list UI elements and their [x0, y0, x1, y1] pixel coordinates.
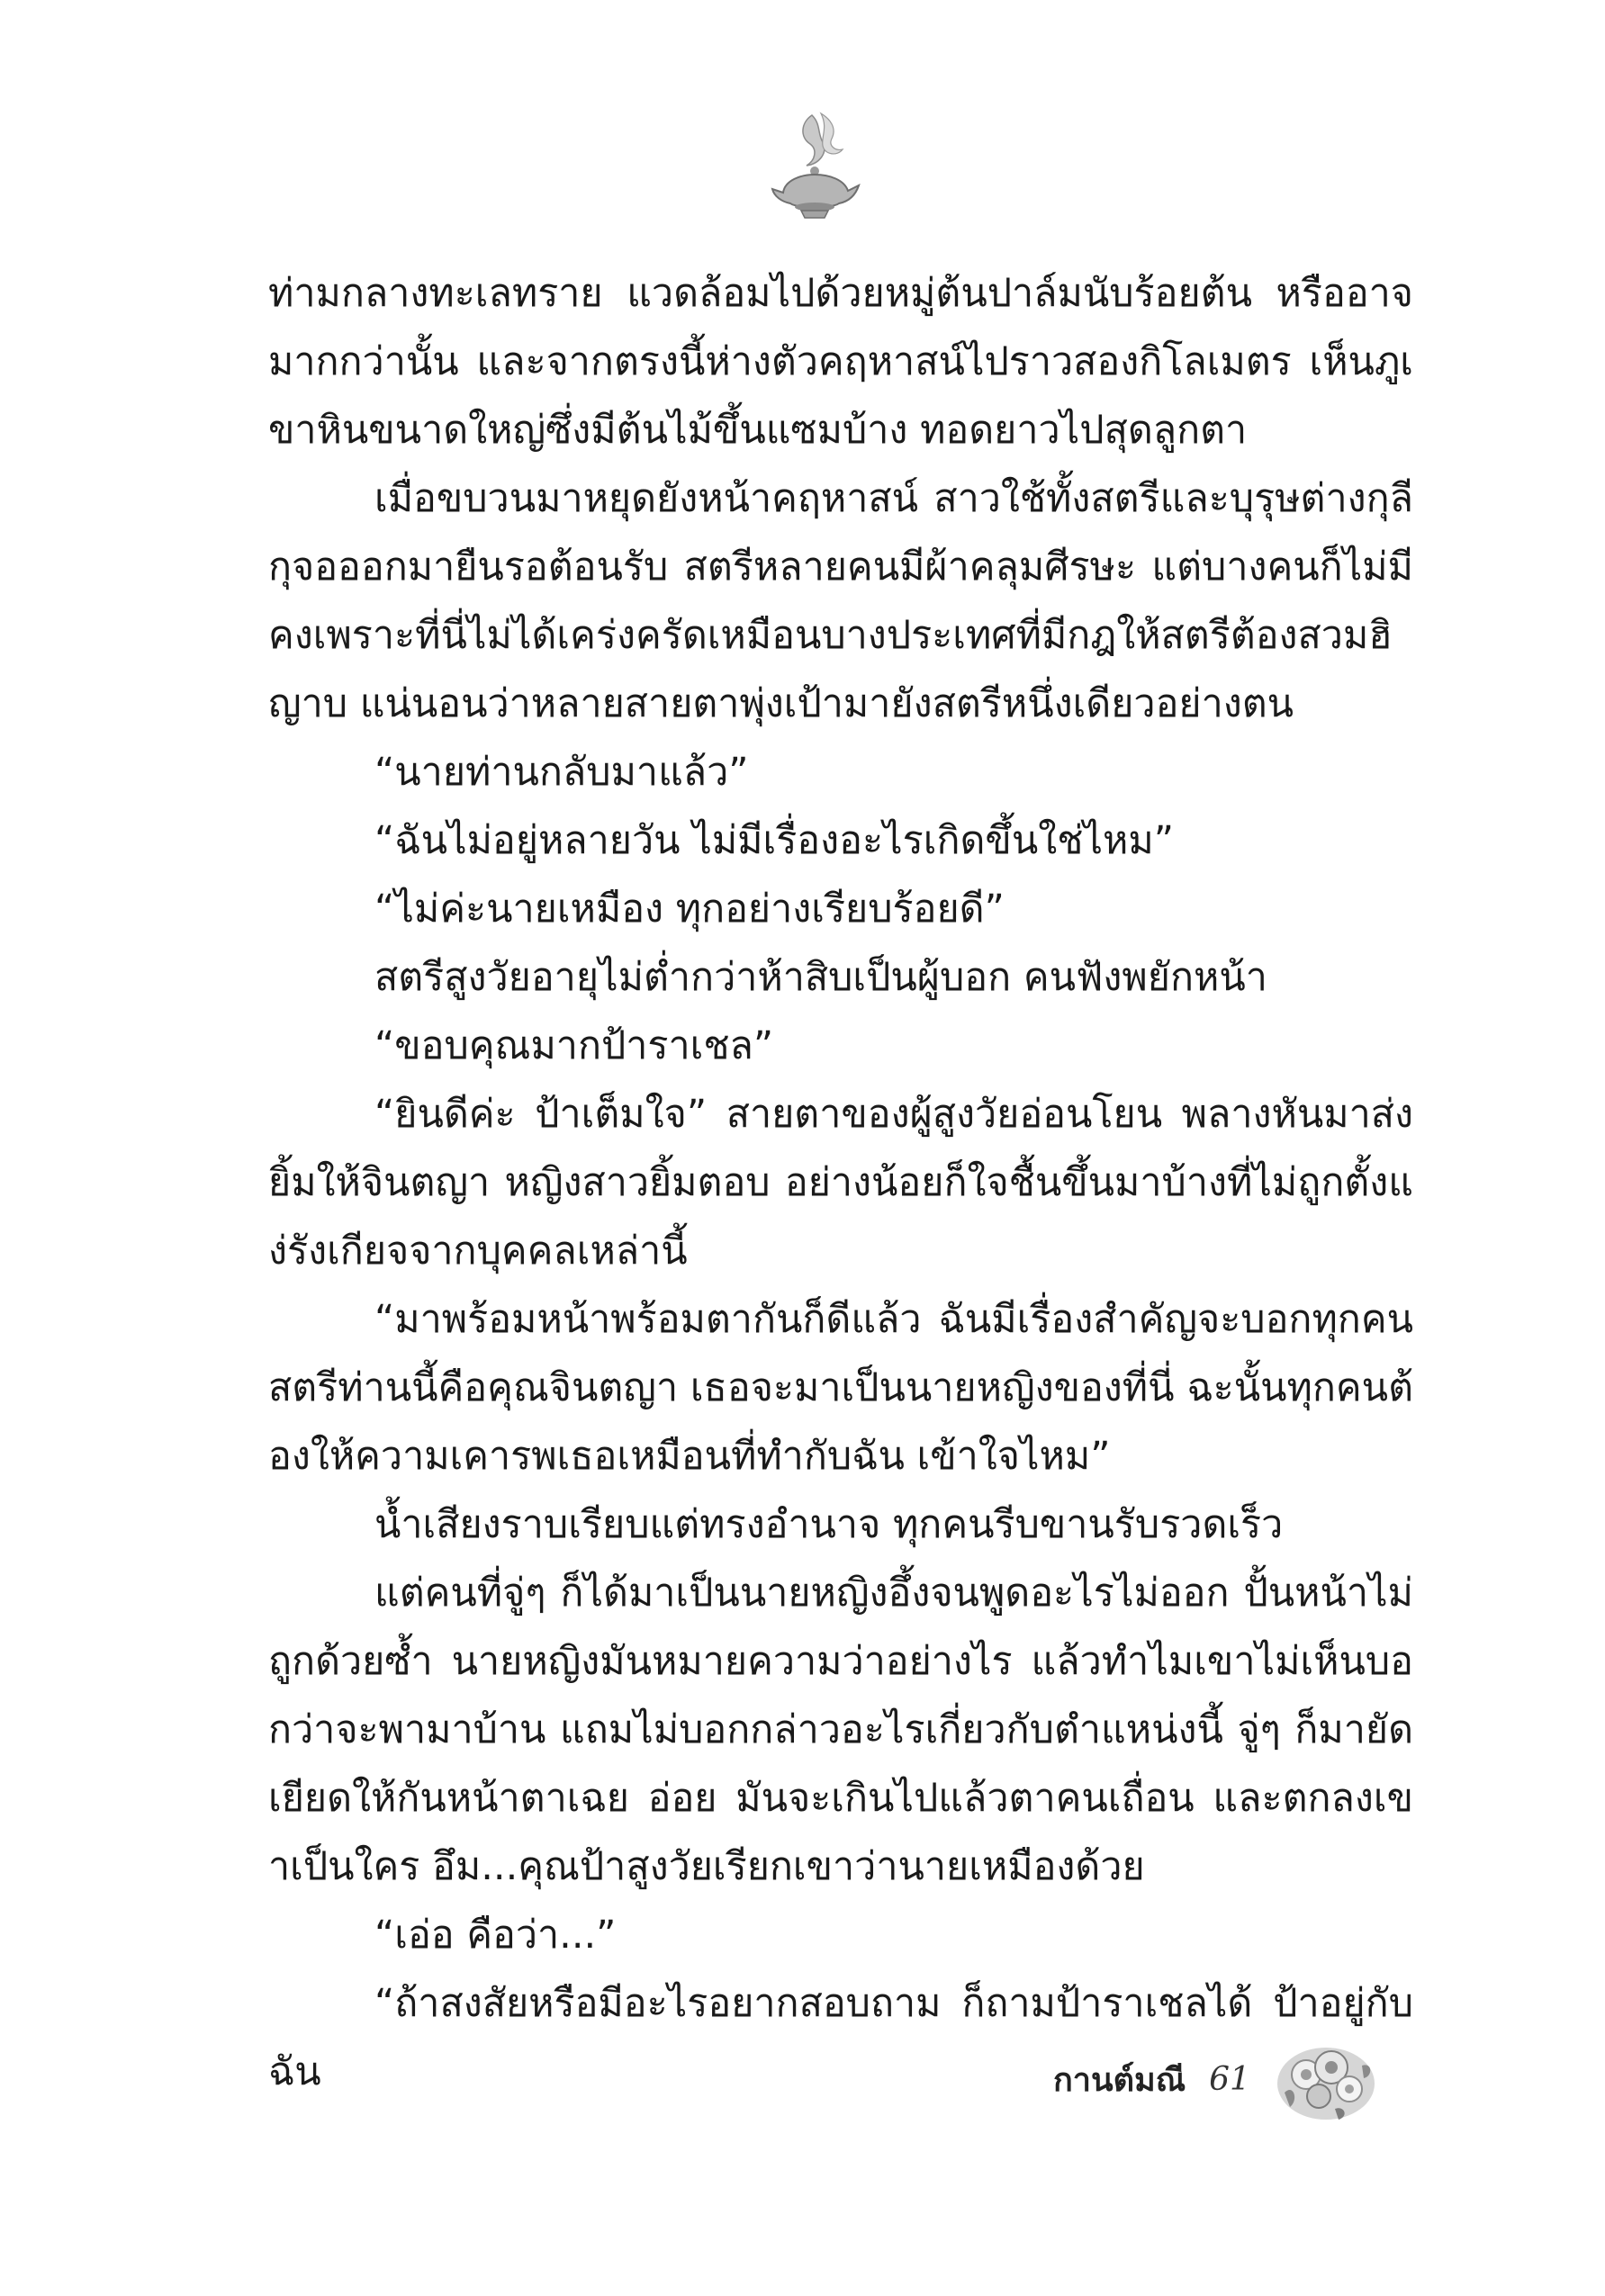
genie-lamp-icon — [765, 106, 864, 232]
paragraph: สตรีสูงวัยอายุไม่ต่ำกว่าห้าสิบเป็นผู้บอก คนฟังพยักหน้า — [374, 955, 1267, 1000]
dialogue-line: “ขอบคุณมากป้าราเชล” — [374, 1023, 774, 1068]
paragraph: แต่คนที่จู่ๆ ก็ได้มาเป็นนายหญิงอึ้งจนพูดอะไรไม่ออก ปั้นหน้าไม่ถูกด้วยซ้ำ นายหญิงมันหมายความว่าอย่างไร แล้วทำไมเขาไม่เห็นบอกว่าจะพามาบ้าน แถมไม่บอกกล่าวอะไรเกี่ยวกับตำแหน่งนี้ จู่ๆ ก็มายัดเยียดให้กันหน้าตาเฉย อ่อย มันจะเกินไปแล้วตาคนเถื่อน และตกลงเขาเป็นใคร อึม...คุณป้าสูงวัยเรียกเขาว่านายเหมืองด้วย — [268, 1571, 1413, 1889]
body-text — [268, 259, 1413, 2106]
page-footer — [1053, 2043, 1380, 2115]
dialogue-line: “ไม่ค่ะนายเหมือง ทุกอย่างเรียบร้อยดี” — [374, 887, 1005, 932]
paragraph: ท่ามกลางทะเลทราย แวดล้อมไปด้วยหมู่ต้นปาล์มนับร้อยต้น หรืออาจมากกว่านั้น และจากตรงนี้ห่างตัวคฤหาสน์ไปราวสองกิโลเมตร เห็นภูเขาหินขนาดใหญ่ซึ่งมีต้นไม้ขึ้นแซมบ้าง ทอดยาวไปสุดลูกตา — [268, 271, 1413, 453]
dialogue-line: “นายท่านกลับมาแล้ว” — [374, 750, 749, 795]
paragraph: “มาพร้อมหน้าพร้อมตากันก็ดีแล้ว ฉันมีเรื่องสำคัญจะบอกทุกคน สตรีท่านนี้คือคุณจินตญา เธอจะมาเป็นนายหญิงของที่นี่ ฉะนั้นทุกคนต้องให้ความเคารพเธอเหมือนที่ทำกับฉัน เข้าใจไหม” — [268, 1297, 1413, 1479]
paragraph: เมื่อขบวนมาหยุดยังหน้าคฤหาสน์ สาวใช้ทั้งสตรีและบุรุษต่างกุลีกุจอออกมายืนรอต้อนรับ สตรีหลายคนมีผ้าคลุมศีรษะ แต่บางคนก็ไม่มี คงเพราะที่นี่ไม่ได้เคร่งครัดเหมือนบางประเทศที่มีกฎให้สตรีต้องสวมฮิญาบ แน่นอนว่าหลายสายตาพุ่งเป้ามายังสตรีหนึ่งเดียวอย่างตน — [268, 476, 1413, 726]
paragraph: “ยินดีค่ะ ป้าเต็มใจ” สายตาของผู้สูงวัยอ่อนโยน พลางหันมาส่งยิ้มให้จินตญา หญิงสาวยิ้มตอบ อย่างน้อยก็ใจชื้นขึ้นมาบ้างที่ไม่ถูกตั้งแง่รังเกียจจากบุคคลเหล่านี้ — [268, 1092, 1413, 1274]
dialogue-line: “เอ่อ คือว่า...” — [374, 1913, 617, 1958]
book-title: กานต์มณี — [1053, 2061, 1186, 2099]
dialogue-line: “ถ้าสงสัยหรือมีอะไรอยากสอบถาม ก็ถามป้าราเชลได้ ป้าอยู่กับฉัน — [268, 1981, 1413, 2094]
flower-bouquet-icon — [1272, 2030, 1380, 2129]
page-number: 61 — [1209, 2060, 1250, 2098]
dialogue-line: “ฉันไม่อยู่หลายวัน ไม่มีเรื่องอะไรเกิดขึ้นใช่ไหม” — [374, 818, 1174, 863]
paragraph: น้ำเสียงราบเรียบแต่ทรงอำนาจ ทุกคนรีบขานรับรวดเร็ว — [374, 1502, 1284, 1547]
